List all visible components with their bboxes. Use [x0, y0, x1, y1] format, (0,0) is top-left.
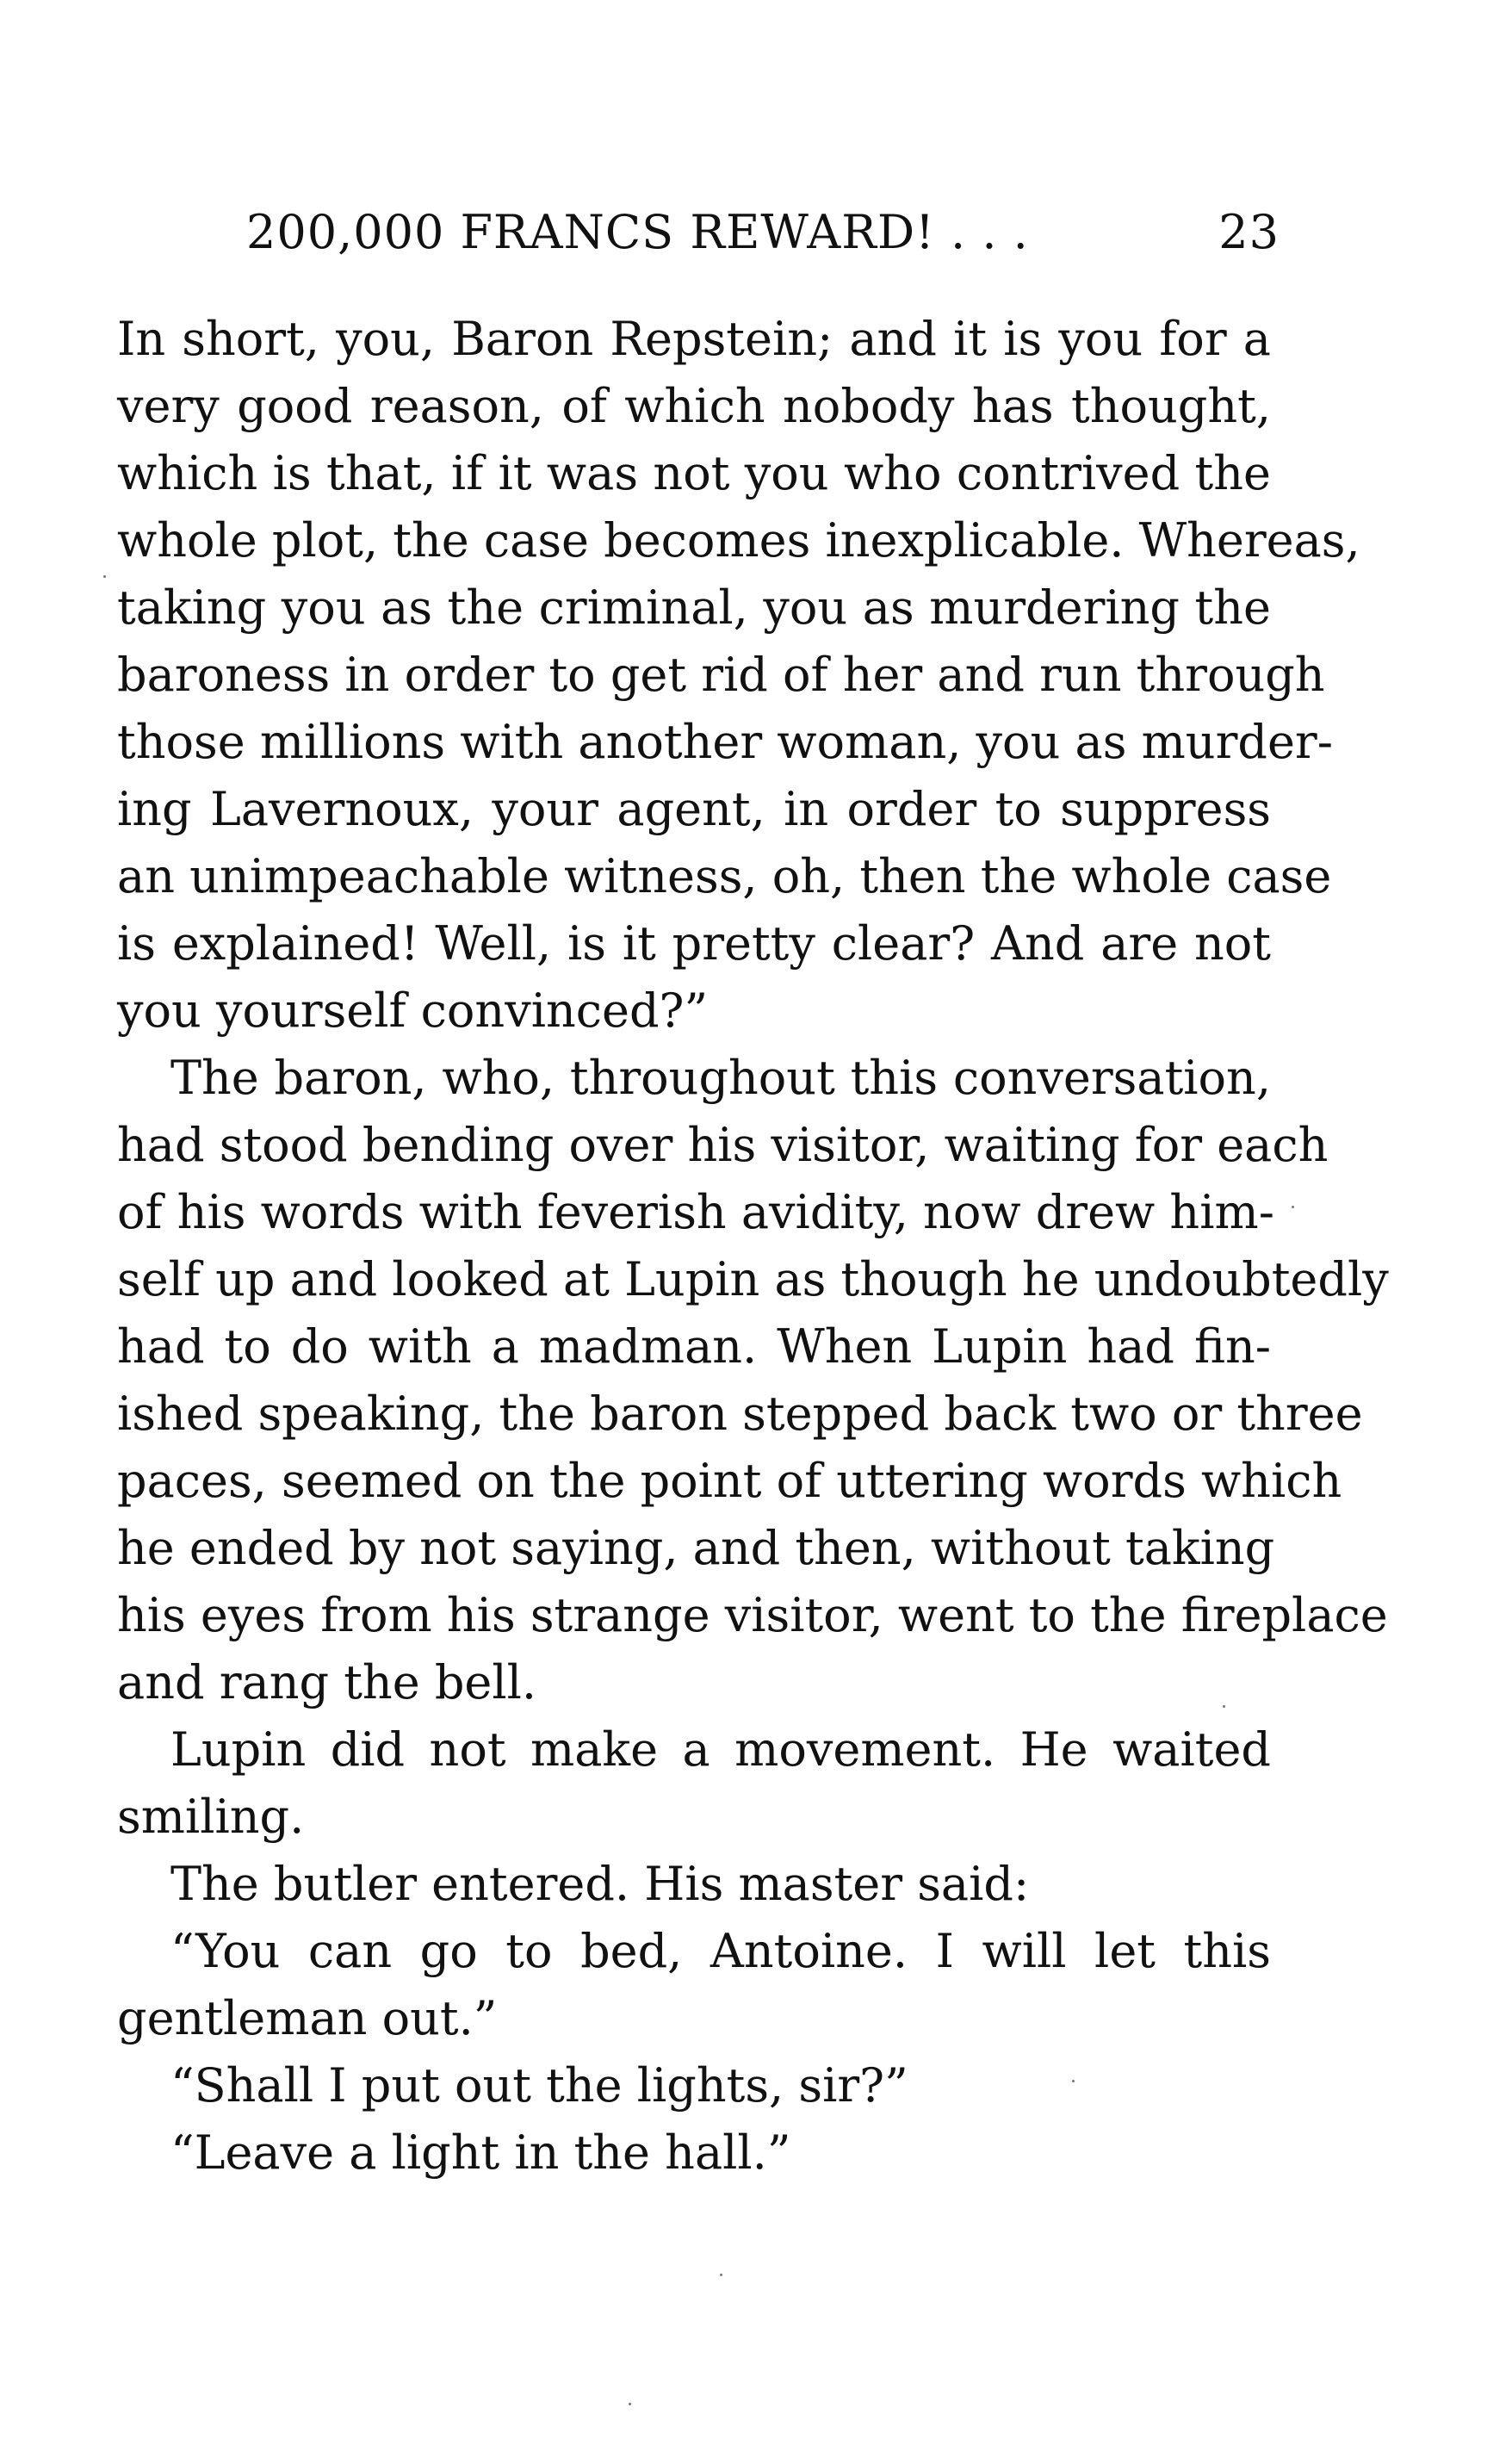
text-line: ing Lavernoux, your agent, in order to suppress: [117, 782, 1271, 836]
text-line: ished speaking, the baron stepped back two or three: [117, 1387, 1363, 1441]
paragraph-start-line: The baron, who, throughout this conversation,: [170, 1051, 1271, 1105]
paragraph-start-line: “Leave a light in the hall.”: [170, 2125, 791, 2180]
text-line: of his words with feverish avidity, now drew him-: [117, 1185, 1274, 1239]
running-title: 200,000 FRANCS REWARD! . . .: [246, 205, 1029, 259]
text-line: you yourself convinced?”: [117, 983, 709, 1038]
text-line: In short, you, Baron Repstein; and it is you for a: [117, 312, 1271, 366]
text-line: and rang the bell.: [117, 1655, 537, 1709]
text-line: paces, seemed on the point of uttering words which: [117, 1454, 1342, 1508]
text-line: very good reason, of which nobody has thought,: [117, 379, 1271, 433]
paragraph-start-line: Lupin did not make a movement. He waited: [170, 1722, 1271, 1777]
text-line: he ended by not saying, and then, without taking: [117, 1521, 1275, 1575]
text-line: had stood bending over his visitor, waiting for each: [117, 1118, 1329, 1172]
text-line: gentleman out.”: [117, 1991, 498, 2045]
text-line: whole plot, the case becomes inexplicable. Whereas,: [117, 513, 1360, 568]
paragraph-start-line: The butler entered. His master said:: [170, 1857, 1030, 1911]
page-number: 23: [1218, 205, 1280, 259]
body-text: [117, 306, 1389, 2187]
text-line: an unimpeachable witness, oh, then the whole case: [117, 849, 1332, 903]
text-line: had to do with a madman. When Lupin had fin-: [117, 1319, 1271, 1374]
text-line: his eyes from his strange visitor, went to the fireplace: [117, 1588, 1388, 1642]
paragraph-start-line: “Shall I put out the lights, sir?”: [170, 2058, 908, 2113]
text-line: baroness in order to get rid of her and run through: [117, 648, 1325, 702]
text-line: self up and looked at Lupin as though he undoubtedly: [117, 1252, 1389, 1306]
text-line: which is that, if it was not you who contrived the: [117, 446, 1271, 500]
text-line: taking you as the criminal, you as murdering the: [117, 580, 1271, 635]
running-header: [246, 198, 1280, 267]
text-line: is explained! Well, is it pretty clear? And are not: [117, 916, 1271, 971]
text-line: those millions with another woman, you as murder-: [117, 715, 1333, 769]
paragraph-start-line: “You can go to bed, Antoine. I will let this: [170, 1924, 1271, 1978]
text-line: smiling.: [117, 1790, 305, 1844]
